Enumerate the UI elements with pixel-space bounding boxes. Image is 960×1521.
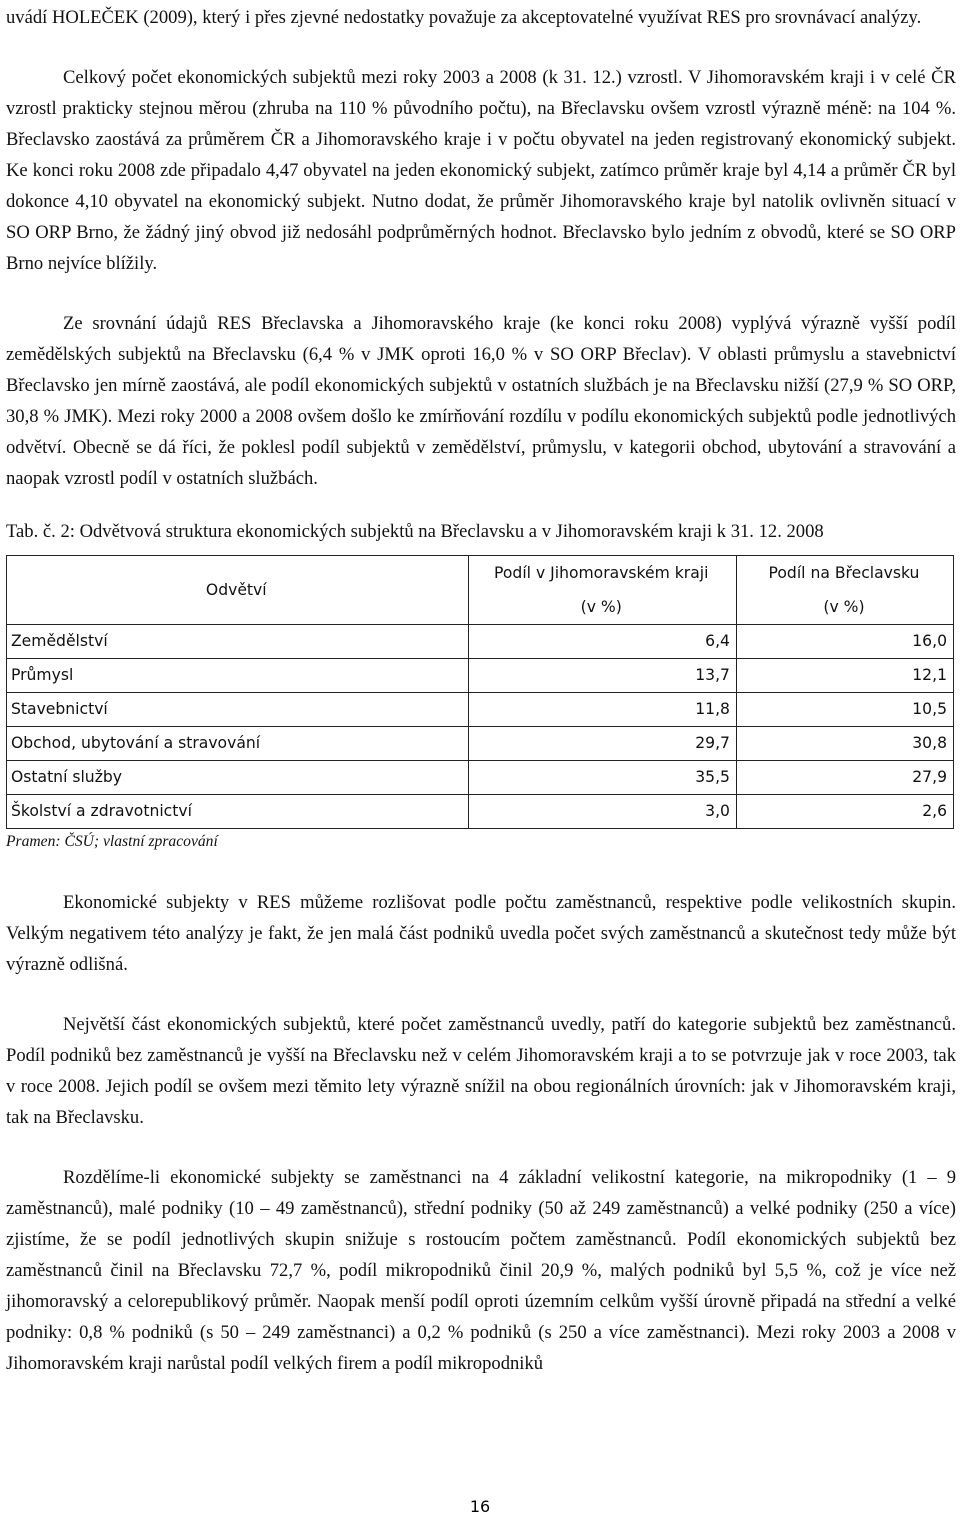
- paragraph-4: Ekonomické subjekty v RES můžeme rozlišovat podle počtu zaměstnanců, respektive podle velikostních skupin. Velkým negativem této analýzy je fakt, že jen malá část podniků uvedla počet svých zaměstnanců a skutečnost tedy může být výrazně odlišná.: [6, 892, 956, 975]
- cell-breclav: 10,5: [736, 693, 953, 727]
- table-source: Pramen: ČSÚ; vlastní zpracování: [6, 833, 218, 850]
- paragraph-3: Ze srovnání údajů RES Břeclavska a Jihomoravského kraje (ke konci roku 2008) vyplývá výrazně vyšší podíl zemědělských subjektů na Břeclavsku (6,4 % v JMK oproti 16,0 % v SO ORP Břeclav). V oblasti průmyslu a stavebnictví Břeclavsko jen mírně zaostává, ale podíl ekonomických subjektů v ostatních službách je na Břeclavsku nižší (27,9 % SO ORP, 30,8 % JMK). Mezi roky 2000 a 2008 ovšem došlo ke zmírňování rozdílu v podílu ekonomických subjektů podle jednotlivých odvětví. Obecně se dá říci, že poklesl podíl subjektů v zemědělství, průmyslu, v kategorii obchod, ubytování a stravování a naopak vzrostl podíl v ostatních službách.: [6, 313, 956, 489]
- cell-odvetvi: Školství a zdravotnictví: [7, 795, 469, 829]
- paragraph-1: uvádí HOLEČEK (2009), který i přes zjevné nedostatky považuje za akceptovatelné využívat RES pro srovnávací analýzy.: [6, 7, 922, 28]
- table-row: [7, 625, 954, 659]
- cell-odvetvi: Ostatní služby: [7, 761, 469, 795]
- paragraph-2: Celkový počet ekonomických subjektů mezi roky 2003 a 2008 (k 31. 12.) vzrostl. V Jihomoravském kraji i v celé ČR vzrostl prakticky stejnou měrou (zhruba na 110 % původního počtu), na Břeclavsku ovšem vzrostl výrazně méně: na 104 %. Břeclavsko zaostává za průměrem ČR a Jihomoravského kraje i v počtu obyvatel na jeden registrovaný ekonomický subjekt. Ke konci roku 2008 zde připadalo 4,47 obyvatel na jeden ekonomický subjekt, zatímco průměr kraje byl 4,14 a průměr ČR byl dokonce 4,10 obyvatel na ekonomický subjekt. Nutno dodat, že průměr Jihomoravského kraje byl natolik ovlivněn situací v SO ORP Brno, že žádný jiný obvod již nedosáhl podprůměrných hodnot. Břeclavsko bylo jedním z obvodů, které se SO ORP Brno nejvíce blížily.: [6, 67, 956, 274]
- header-breclav-label: Podíl na Břeclavsku: [768, 564, 920, 582]
- cell-breclav: 30,8: [736, 727, 953, 761]
- cell-breclav: 27,9: [736, 761, 953, 795]
- cell-jmk: 13,7: [468, 659, 736, 693]
- cell-jmk: 3,0: [468, 795, 736, 829]
- paragraph-5: Největší část ekonomických subjektů, které počet zaměstnanců uvedly, patří do kategorie subjektů bez zaměstnanců. Podíl podniků bez zaměstnanců je vyšší na Břeclavsku než v celém Jihomoravském kraji a to se potvrzuje jak v roce 2003, tak v roce 2008. Jejich podíl se ovšem mezi těmito lety výrazně snížil na obou regionálních úrovních: jak v Jihomoravském kraji, tak na Břeclavsku.: [6, 1014, 956, 1128]
- sector-structure-table: [6, 555, 954, 829]
- table-row: [7, 795, 954, 829]
- cell-odvetvi: Obchod, ubytování a stravování: [7, 727, 469, 761]
- header-jmk: [468, 556, 736, 625]
- cell-jmk: 29,7: [468, 727, 736, 761]
- cell-jmk: 11,8: [468, 693, 736, 727]
- cell-jmk: 6,4: [468, 625, 736, 659]
- header-odvetvi: Odvětví: [7, 556, 469, 625]
- table-row: [7, 727, 954, 761]
- header-breclav: [736, 556, 953, 625]
- paragraph-6: Rozdělíme-li ekonomické subjekty se zaměstnanci na 4 základní velikostní kategorie, na mikropodniky (1 – 9 zaměstnanců), malé podniky (10 – 49 zaměstnanců), střední podniky (50 až 249 zaměstnanců) a velké podniky (250 a více) zjistíme, že se podíl jednotlivých skupin snižuje s rostoucím počtem zaměstnanců. Podíl ekonomických subjektů bez zaměstnanců činil na Břeclavsku 72,7 %, podíl mikropodniků činil 20,9 %, malých podniků byl 5,5 %, což je více než jihomoravský a celorepublikový průměr. Naopak menší podíl oproti územním celkům vyšší úrovně připadá na střední a velké podniky: 0,8 % podniků (s 50 – 249 zaměstnanci) a 0,2 % podniků (s 250 a více zaměstnanci). Mezi roky 2003 a 2008 v Jihomoravském kraji narůstal podíl velkých firem a podíl mikropodniků: [6, 1167, 956, 1374]
- header-breclav-unit: (v %): [823, 598, 865, 616]
- table-row: [7, 693, 954, 727]
- header-jmk-unit: (v %): [580, 598, 622, 616]
- table-row: [7, 659, 954, 693]
- cell-breclav: 2,6: [736, 795, 953, 829]
- cell-odvetvi: Stavebnictví: [7, 693, 469, 727]
- cell-odvetvi: Průmysl: [7, 659, 469, 693]
- table-caption: Tab. č. 2: Odvětvová struktura ekonomických subjektů na Břeclavsku a v Jihomoravském kraji k 31. 12. 2008: [6, 521, 824, 542]
- page-number: 16: [469, 1497, 491, 1516]
- document-page: [6, 0, 956, 1379]
- table-row: [7, 761, 954, 795]
- cell-breclav: 12,1: [736, 659, 953, 693]
- cell-jmk: 35,5: [468, 761, 736, 795]
- cell-breclav: 16,0: [736, 625, 953, 659]
- cell-odvetvi: Zemědělství: [7, 625, 469, 659]
- table-header-row: [7, 556, 954, 625]
- header-jmk-label: Podíl v Jihomoravském kraji: [494, 564, 709, 582]
